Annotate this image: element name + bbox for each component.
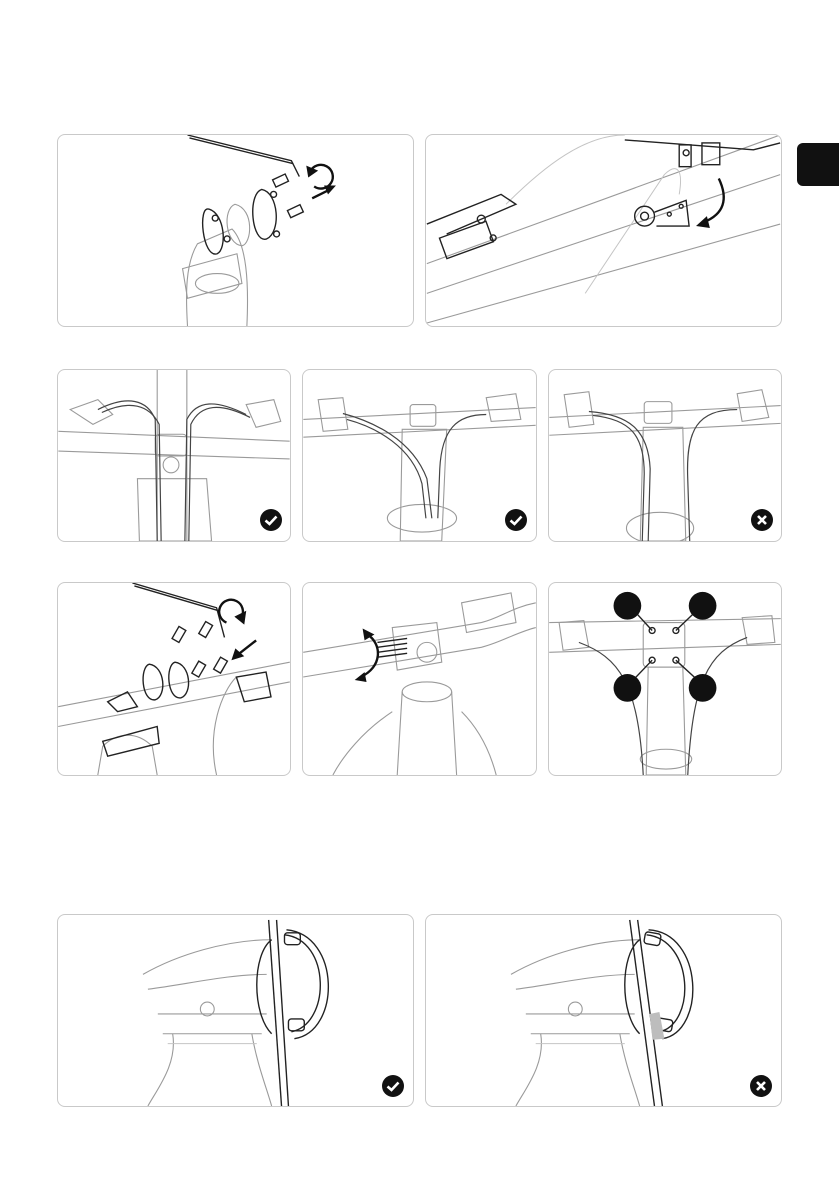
- panel-cable-routing-1: [57, 369, 291, 542]
- chapter-tab: [797, 143, 839, 186]
- cross-circle-icon: [751, 509, 773, 531]
- illustration-cable-routing-incorrect: [549, 370, 781, 541]
- check-circle-icon: [382, 1075, 404, 1097]
- panel-cable-routing-2: [302, 369, 537, 542]
- illustration-faceplate-gap-even: [58, 915, 413, 1106]
- sequence-marker-1: [614, 592, 642, 620]
- illustration-remove-bolts: [58, 135, 413, 326]
- sequence-marker-2: [689, 592, 717, 620]
- illustration-remove-stem: [426, 135, 781, 326]
- illustration-tighten-sequence: [549, 583, 781, 775]
- panel-remove-faceplate-bolts: [57, 134, 414, 327]
- illustration-install-bolts: [58, 583, 290, 775]
- panel-install-faceplate-bolts: [57, 582, 291, 776]
- check-circle-icon: [260, 509, 282, 531]
- panel-faceplate-gap-uneven: [425, 914, 782, 1107]
- illustration-rotate-handlebar: [303, 583, 536, 775]
- sequence-marker-3: [614, 674, 642, 702]
- illustration-cable-routing-1: [58, 370, 290, 541]
- illustration-cable-routing-2: [303, 370, 536, 541]
- check-circle-icon: [505, 509, 527, 531]
- cross-circle-icon: [750, 1075, 772, 1097]
- panel-tighten-sequence: [548, 582, 782, 776]
- panel-remove-stem: [425, 134, 782, 327]
- sequence-marker-4: [689, 674, 717, 702]
- panel-faceplate-gap-even: [57, 914, 414, 1107]
- panel-cable-routing-incorrect: [548, 369, 782, 542]
- illustration-faceplate-gap-uneven: [426, 915, 781, 1106]
- panel-rotate-handlebar: [302, 582, 537, 776]
